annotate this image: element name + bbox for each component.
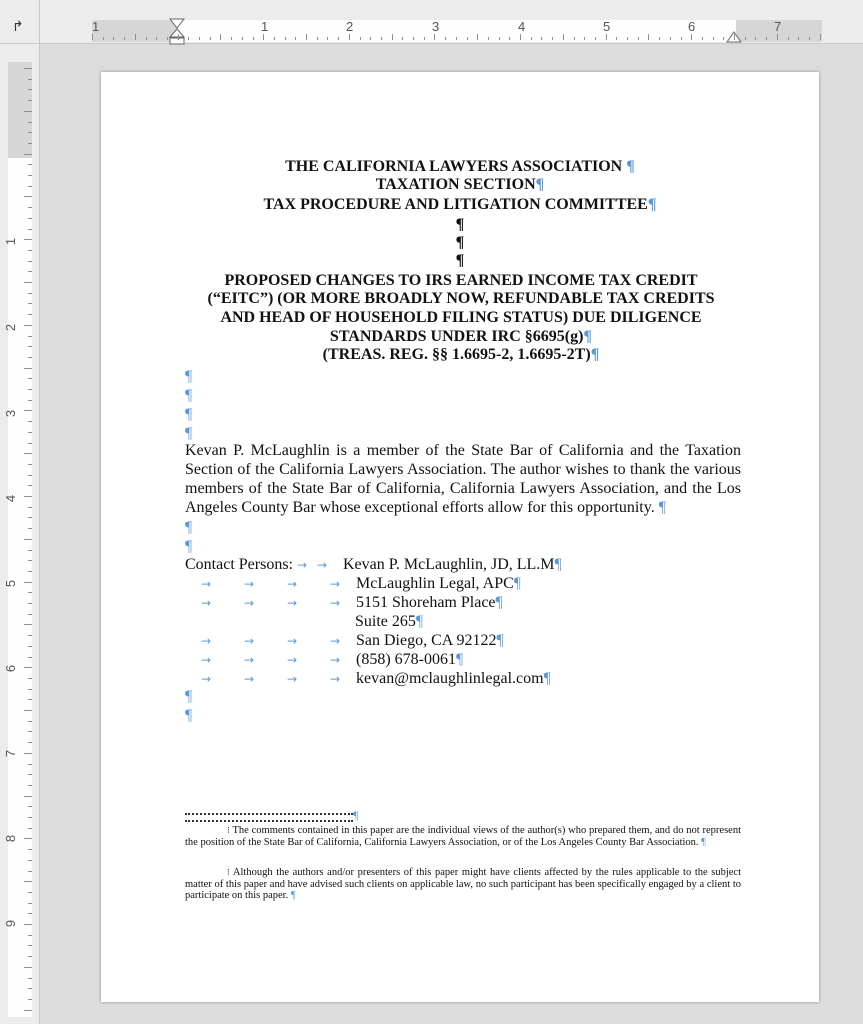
- ruler-tick: [370, 37, 371, 40]
- ruler-tick: [28, 175, 32, 176]
- ruler-tick: [28, 731, 32, 732]
- ruler-tick: [28, 132, 32, 133]
- ruler-tick: [28, 657, 32, 658]
- ruler-number: 2: [346, 19, 354, 34]
- ruler-tick: [24, 68, 32, 69]
- ruler-tick: [24, 410, 32, 411]
- ruler-tick: [24, 924, 32, 925]
- ruler-tick: [28, 988, 32, 989]
- ruler-tick: [92, 34, 93, 40]
- ruler-tick: [28, 389, 32, 390]
- ruler-tick: [24, 624, 32, 625]
- ruler-tick: [28, 314, 32, 315]
- ruler-number: 3: [3, 409, 19, 418]
- ruler-tick: [28, 871, 32, 872]
- ruler-tick: [777, 34, 778, 40]
- ruler-tick: [28, 678, 32, 679]
- ruler-tick: [28, 293, 32, 294]
- ruler-tick: [702, 37, 703, 40]
- ruler-tick: [456, 37, 457, 40]
- tab-stop-icon: ↱: [12, 19, 24, 35]
- ruler-tick: [28, 250, 32, 251]
- ruler-tick: [24, 282, 32, 283]
- ruler-tick: [28, 186, 32, 187]
- ruler-tick: [28, 443, 32, 444]
- ruler-tick: [306, 34, 307, 40]
- ruler-tick: [24, 881, 32, 882]
- ruler-tick: [28, 817, 32, 818]
- ruler-tick: [424, 37, 425, 40]
- contact-line: → → → → San Diego, CA 92122¶: [201, 632, 504, 649]
- ruler-tick: [263, 34, 264, 40]
- ruler-number: 5: [3, 579, 19, 588]
- ruler-number: 1: [92, 19, 100, 34]
- ruler-tick: [28, 903, 32, 904]
- ruler-tick: [242, 37, 243, 40]
- ruler-number: 6: [688, 19, 696, 34]
- ruler-tick: [820, 34, 821, 40]
- ruler-tick: [28, 143, 32, 144]
- ruler-tick: [509, 37, 510, 40]
- ruler-tick: [24, 1010, 32, 1011]
- title-line: STANDARDS UNDER IRC §6695(g)¶: [329, 328, 593, 345]
- empty-paragraph: ¶: [185, 387, 193, 404]
- ruler-tick: [24, 368, 32, 369]
- ruler-number: 5: [603, 19, 611, 34]
- ruler-tick: [231, 37, 232, 40]
- ruler-tick: [659, 37, 660, 40]
- ruler-tick: [477, 34, 478, 40]
- ruler-tick: [28, 592, 32, 593]
- ruler-tick: [28, 528, 32, 529]
- ruler-tick: [156, 37, 157, 40]
- ruler-tick: [734, 34, 735, 40]
- ruler-tick: [28, 517, 32, 518]
- ruler-tick: [28, 785, 32, 786]
- empty-paragraph: ¶: [185, 519, 193, 536]
- ruler-tick: [28, 849, 32, 850]
- ruler-tick: [28, 689, 32, 690]
- ruler-tick: [113, 37, 114, 40]
- header-line: TAXATION SECTION¶: [375, 176, 545, 193]
- ruler-tick: [681, 37, 682, 40]
- ruler-number: 9: [3, 919, 19, 928]
- ruler-tick: [103, 37, 104, 40]
- ruler-number: 8: [3, 834, 19, 843]
- ruler-tick: [28, 303, 32, 304]
- ruler-tick: [295, 37, 296, 40]
- ruler-tick: [210, 37, 211, 40]
- ruler-tick: [253, 37, 254, 40]
- ruler-tick: [24, 453, 32, 454]
- ruler-tick: [28, 229, 32, 230]
- ruler-tick: [135, 34, 136, 40]
- ruler-tick: [809, 37, 810, 40]
- ruler-tick: [28, 271, 32, 272]
- footnote[interactable]: ⁝ Although the authors and/or presenters of this paper might have clients affected by the rules applicable to the subject matter of this paper and have advised such clients on applicable law, no such participant has been specifically engaged by a client to participate on this paper. ¶: [185, 867, 741, 901]
- ruler-tick: [28, 999, 32, 1000]
- ruler-tick: [349, 34, 350, 40]
- intro-paragraph[interactable]: Kevan P. McLaughlin is a member of the State Bar of California and the Taxation Section of the California Lawyers Association. The author wishes to thank the various members of the State Bar of California, California Lawyers Association, and the Los Angeles County Bar whose exceptional efforts allow for this opportunity. ¶: [185, 442, 741, 516]
- contact-label-line: Contact Persons: → → Kevan P. McLaughlin, JD, LL.M¶: [185, 556, 562, 573]
- ruler-tick: [28, 935, 32, 936]
- header-line: THE CALIFORNIA LAWYERS ASSOCIATION ¶: [285, 158, 635, 175]
- ruler-tick: [670, 37, 671, 40]
- ruler-tick: [28, 475, 32, 476]
- ruler-tick: [28, 421, 32, 422]
- ruler-tick: [24, 667, 32, 668]
- ruler-tick: [28, 207, 32, 208]
- ruler-tick: [28, 571, 32, 572]
- ruler-tick: [392, 34, 393, 40]
- ruler-tick: [28, 774, 32, 775]
- ruler-tick: [467, 37, 468, 40]
- contact-line: → → → → (858) 678-0061¶: [201, 651, 464, 668]
- contact-line: → → → → McLaughlin Legal, APC¶: [201, 575, 522, 592]
- ruler-tick: [28, 378, 32, 379]
- contact-line: → → → → kevan@mclaughlinlegal.com¶: [201, 670, 551, 687]
- ruler-tick: [691, 34, 692, 40]
- ruler-tick: [798, 37, 799, 40]
- ruler-tick: [28, 956, 32, 957]
- document-page[interactable]: THE CALIFORNIA LAWYERS ASSOCIATION ¶ TAXATION SECTION¶ TAX PROCEDURE AND LITIGATION COMMITTEE¶ ¶ ¶ ¶ PROPOSED CHANGES TO IRS EARNED INCOME TAX CREDIT (“EITC”) (OR MORE BROADLY NOW, REFUNDABLE TAX CREDITS AND HEAD OF HOUSEHOLD FILING STATUS) DUE DILIGENCE STANDARDS UNDER IRC §6695(g)¶ (TREAS. REG. §§ 1.6695-2, 1.6695-2T)¶ ¶ ¶ ¶ ¶ Kevan P. McLaughlin is a member of the State Bar of California and the Taxation Section of the California Lawyers Association. The author wishes to thank the various members of the State Bar of California, California Lawyers Association, and the Los Angeles County Bar whose exceptional efforts allow for this opportunity. ¶ ¶ ¶ Contact Persons: → → Kevan P. McLaughlin, JD, LL.M¶ → → → → McLaughlin Legal, APC¶ → → → → 5151 Shoreham Place¶ Suite 265¶ → → → → San Diego, CA 92122¶ → → → → (858) 678-0061¶ → → → → kevan@mclaughlinlegal.com¶ ¶ ¶ ¶ ⁝ The comments contained in this paper are the individual views of the author(s) who prepared them, and do not represent the position of the State Bar of California, California Lawyers Association, or of the Los Angeles County Bar Association. ¶ ⁝ Although the authors and/or presenters of this paper might have clients affected by the rules applicable to the subject matter of this paper and have advised such clients on applicable law, no such participant has been specifically engaged by a client to participate on this paper. ¶: [101, 72, 819, 1002]
- title-line: AND HEAD OF HOUSEHOLD FILING STATUS) DUE DILIGENCE: [220, 309, 702, 326]
- ruler-tick: [24, 496, 32, 497]
- empty-paragraph: ¶: [185, 688, 193, 705]
- empty-paragraph: ¶: [455, 252, 465, 269]
- ruler-tick: [28, 507, 32, 508]
- ruler-tick: [28, 79, 32, 80]
- ruler-tick: [28, 614, 32, 615]
- ruler-tick: [24, 111, 32, 112]
- ruler-tick: [24, 154, 32, 155]
- footnote[interactable]: ⁝ The comments contained in this paper are the individual views of the author(s) who prepared them, and do not represent the position of the State Bar of California, California Lawyers Association, or of the Los Angeles County Bar Association. ¶: [185, 825, 741, 848]
- ruler-tick: [638, 37, 639, 40]
- ruler-tick: [28, 892, 32, 893]
- empty-paragraph: ¶: [185, 368, 193, 385]
- ruler-tick: [28, 218, 32, 219]
- ruler-tick: [627, 37, 628, 40]
- ruler-tick: [327, 37, 328, 40]
- ruler-tick: [413, 37, 414, 40]
- ruler-tick: [28, 346, 32, 347]
- ruler-tick: [28, 721, 32, 722]
- contact-line: → → → → 5151 Shoreham Place¶: [201, 594, 503, 611]
- ruler-tick: [146, 37, 147, 40]
- ruler-tick: [584, 37, 585, 40]
- ruler-tick: [28, 764, 32, 765]
- ruler-tick: [552, 37, 553, 40]
- ruler-tick: [28, 550, 32, 551]
- ruler-tick: [499, 37, 500, 40]
- ruler-tick: [28, 978, 32, 979]
- ruler-tick: [755, 37, 756, 40]
- ruler-tick: [274, 37, 275, 40]
- ruler-tick: [167, 37, 168, 40]
- ruler-tick: [317, 37, 318, 40]
- ruler-tick: [28, 699, 32, 700]
- ruler-tick: [563, 34, 564, 40]
- ruler-tick: [381, 37, 382, 40]
- tab-selector[interactable]: [0, 0, 40, 44]
- title-line: (“EITC”) (OR MORE BROADLY NOW, REFUNDABLE TAX CREDITS: [207, 290, 715, 307]
- ruler-tick: [28, 603, 32, 604]
- ruler-number: 3: [432, 19, 440, 34]
- empty-paragraph: ¶: [185, 707, 193, 724]
- ruler-tick: [360, 37, 361, 40]
- title-line: PROPOSED CHANGES TO IRS EARNED INCOME TAX CREDIT: [224, 272, 698, 289]
- ruler-tick: [188, 37, 189, 40]
- ruler-tick: [24, 196, 32, 197]
- empty-paragraph: ¶: [185, 538, 193, 555]
- ruler-number: 1: [3, 237, 19, 246]
- ruler-tick: [606, 34, 607, 40]
- ruler-tick: [531, 37, 532, 40]
- ruler-tick: [28, 860, 32, 861]
- empty-paragraph: ¶: [455, 216, 465, 233]
- ruler-tick: [28, 913, 32, 914]
- ruler-tick: [434, 34, 435, 40]
- ruler-tick: [28, 164, 32, 165]
- ruler-tick: [28, 646, 32, 647]
- ruler-tick: [445, 37, 446, 40]
- ruler-tick: [28, 122, 32, 123]
- ruler-tick: [788, 37, 789, 40]
- header-line: TAX PROCEDURE AND LITIGATION COMMITTEE¶: [263, 196, 657, 213]
- ruler-tick: [28, 261, 32, 262]
- ruler-tick: [24, 539, 32, 540]
- ruler-tick: [24, 710, 32, 711]
- ruler-tick: [713, 37, 714, 40]
- ruler-tick: [28, 635, 32, 636]
- ruler-tick: [178, 34, 179, 40]
- ruler-tick: [595, 37, 596, 40]
- ruler-tick: [648, 34, 649, 40]
- footnote-separator: [185, 813, 353, 822]
- ruler-tick: [24, 838, 32, 839]
- ruler-tick: [28, 742, 32, 743]
- ruler-number: 4: [3, 494, 19, 503]
- ruler-tick: [28, 945, 32, 946]
- ruler-tick: [745, 37, 746, 40]
- ruler-tick: [28, 432, 32, 433]
- ruler-tick: [124, 37, 125, 40]
- ruler-number: 6: [3, 664, 19, 673]
- ruler-tick: [28, 89, 32, 90]
- horizontal-ruler[interactable]: [40, 0, 863, 44]
- ruler-tick: [28, 400, 32, 401]
- ruler-tick: [199, 37, 200, 40]
- ruler-number: 1: [261, 19, 269, 34]
- ruler-tick: [541, 37, 542, 40]
- ruler-tick: [285, 37, 286, 40]
- ruler-tick: [24, 796, 32, 797]
- ruler-tick: [28, 336, 32, 337]
- ruler-tick: [28, 560, 32, 561]
- ruler-tick: [766, 37, 767, 40]
- ruler-tick: [520, 34, 521, 40]
- ruler-tick: [616, 37, 617, 40]
- title-line: (TREAS. REG. §§ 1.6695-2, 1.6695-2T)¶: [322, 346, 600, 363]
- ruler-tick: [723, 37, 724, 40]
- ruler-tick: [220, 34, 221, 40]
- ruler-tick: [488, 37, 489, 40]
- ruler-tick: [24, 239, 32, 240]
- ruler-tick: [338, 37, 339, 40]
- ruler-number: 7: [3, 749, 19, 758]
- ruler-tick: [24, 753, 32, 754]
- ruler-tick: [28, 357, 32, 358]
- ruler-tick: [24, 582, 32, 583]
- ruler-tick: [24, 967, 32, 968]
- ruler-tick: [574, 37, 575, 40]
- ruler-tick: [28, 485, 32, 486]
- ruler-tick: [28, 464, 32, 465]
- ruler-tick: [24, 325, 32, 326]
- ruler-tick: [28, 828, 32, 829]
- ruler-number: 2: [3, 323, 19, 332]
- ruler-tick: [402, 37, 403, 40]
- contact-line: Suite 265¶: [355, 613, 424, 630]
- ruler-number: 4: [518, 19, 526, 34]
- empty-paragraph: ¶: [455, 234, 465, 251]
- first-line-indent-marker[interactable]: [168, 18, 186, 46]
- vertical-ruler[interactable]: [0, 44, 40, 1024]
- ruler-tick: [28, 100, 32, 101]
- empty-paragraph: ¶: [185, 406, 193, 423]
- empty-paragraph: ¶: [185, 425, 193, 442]
- ruler-tick: [28, 806, 32, 807]
- ruler-number: 7: [774, 19, 782, 34]
